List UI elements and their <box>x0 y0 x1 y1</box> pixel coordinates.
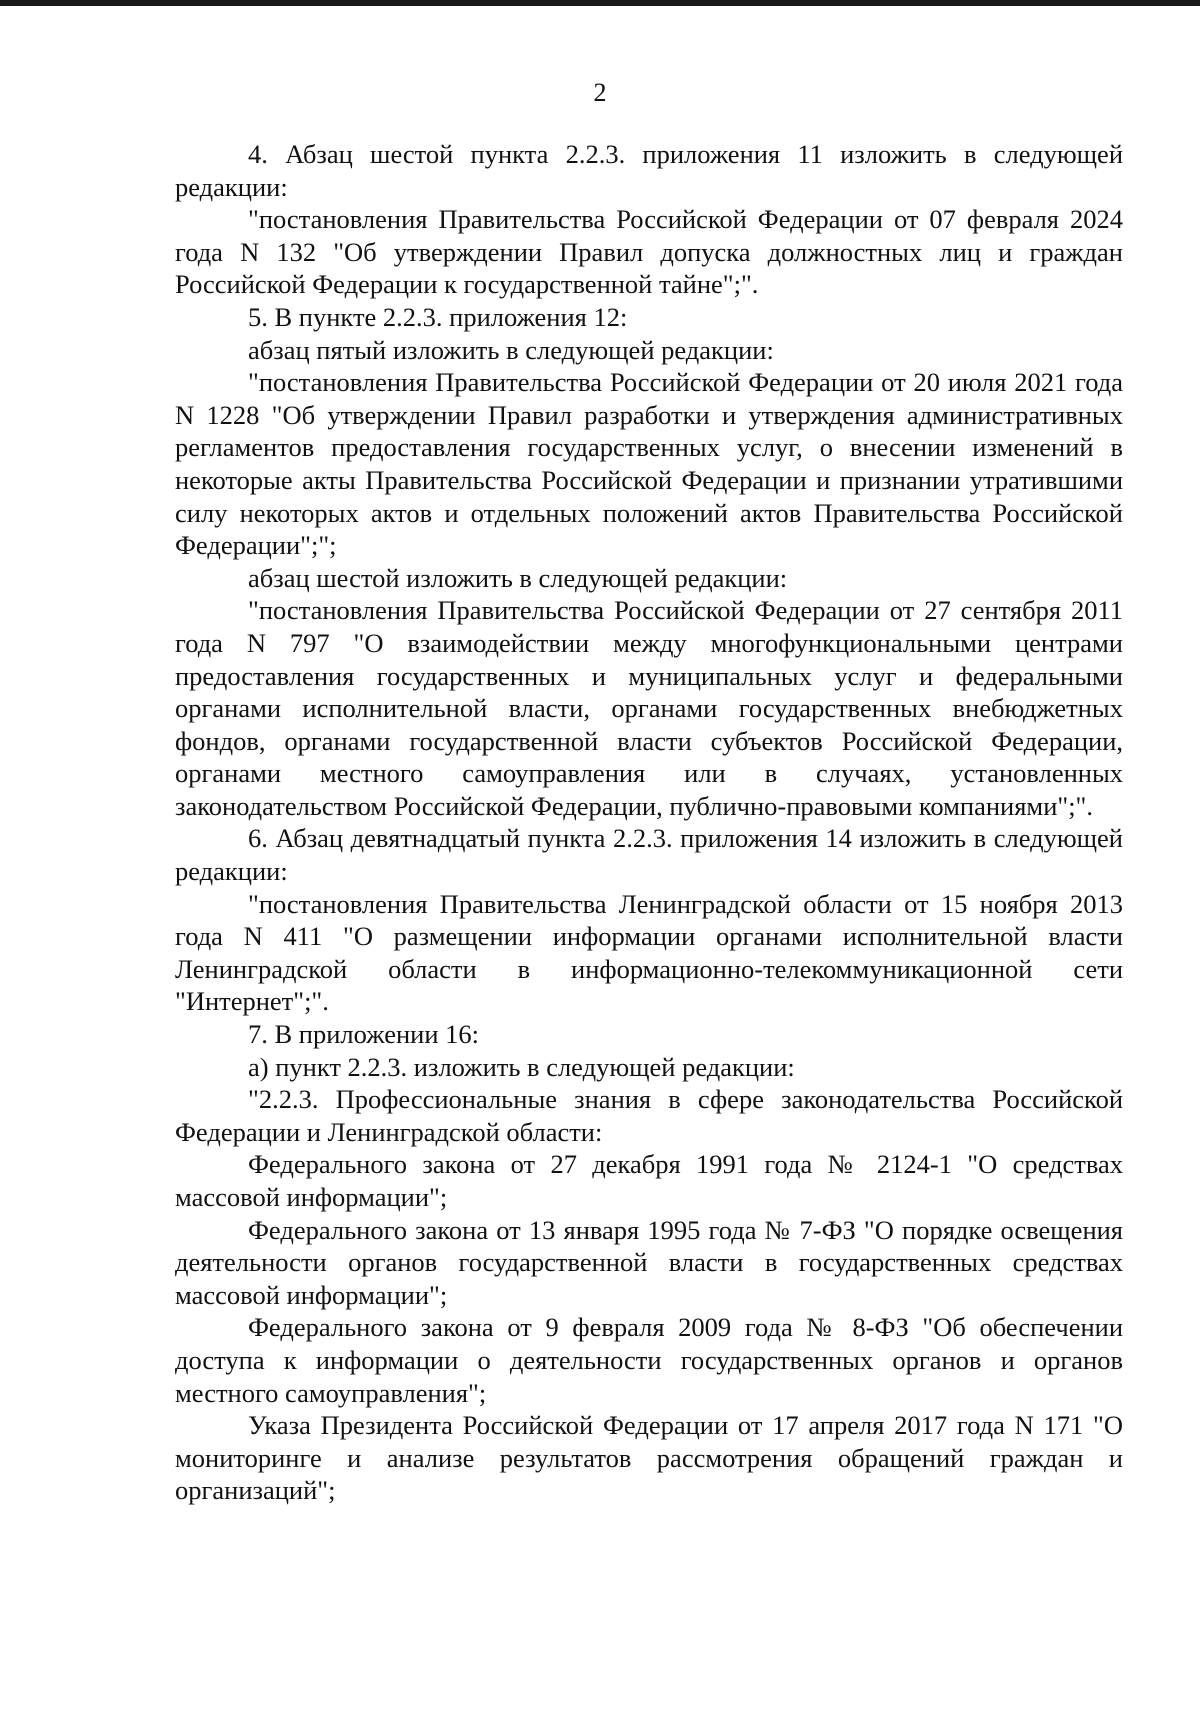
law-reference: Федерального закона от 27 декабря 1991 года № 2124-1 "О средствах массовой информации"; <box>175 1149 1123 1212</box>
law-reference: Федерального закона от 9 февраля 2009 года № 8-ФЗ "Об обеспечении доступа к информации о деятельности государственных органов и органов местного самоуправления"; <box>175 1312 1123 1408</box>
quoted-paragraph: "постановления Правительства Ленинградской области от 15 ноября 2013 года N 411 "О размещении информации органами исполнительной власти Ленинградской области в информационно-телекоммуникационной сети "Интернет";". <box>175 888 1123 1017</box>
quoted-paragraph: "постановления Правительства Российской Федерации от 07 февраля 2024 года N 132 "Об утверждении Правил допуска должностных лиц и граждан Российской Федерации к государственной тайне";". <box>175 204 1123 300</box>
top-border <box>0 0 1200 6</box>
paragraph-item-4: 4. Абзац шестой пункта 2.2.3. приложения 11 изложить в следующей редакции: <box>175 139 1123 202</box>
paragraph-item-5: 5. В пункте 2.2.3. приложения 12: <box>248 301 628 332</box>
document-body <box>175 138 1123 1507</box>
law-reference: Указа Президента Российской Федерации от 17 апреля 2017 года N 171 "О мониторинге и анализе результатов рассмотрения обращений граждан и организаций"; <box>175 1410 1123 1506</box>
sub-paragraph: абзац шестой изложить в следующей редакции: <box>248 562 788 593</box>
quoted-paragraph: "2.2.3. Профессиональные знания в сфере законодательства Российской Федерации и Ленинградской области: <box>175 1084 1123 1147</box>
paragraph-item-6: 6. Абзац девятнадцатый пункта 2.2.3. приложения 14 изложить в следующей редакции: <box>175 823 1123 887</box>
sub-paragraph: а) пункт 2.2.3. изложить в следующей редакции: <box>248 1051 795 1082</box>
quoted-paragraph: "постановления Правительства Российской Федерации от 20 июля 2021 года N 1228 "Об утверждении Правил разработки и утверждения административных регламентов предоставления государственных услуг, о внесении изменений в некоторые акты Правительства Российской Федерации и признании утратившими силу некоторых актов и отдельных положений актов Правительства Российской Федерации";"; <box>175 367 1123 561</box>
sub-paragraph: абзац пятый изложить в следующей редакции: <box>248 334 774 365</box>
quoted-paragraph: "постановления Правительства Российской Федерации от 27 сентября 2011 года N 797 "О взаимодействии между многофункциональными центрами предоставления государственных и муниципальных услуг и федеральными органами исполнительной власти, органами государственных внебюджетных фондов, органами государственной власти субъектов Российской Федерации, органами местного самоуправления или в случаях, установленных законодательством Российской Федерации, публично-правовыми компаниями";". <box>175 595 1123 821</box>
paragraph-item-7: 7. В приложении 16: <box>248 1019 479 1050</box>
law-reference: Федерального закона от 13 января 1995 года № 7-ФЗ "О порядке освещения деятельности органов государственной власти в государственных средствах массовой информации"; <box>175 1214 1123 1310</box>
page-number: 2 <box>593 78 607 107</box>
